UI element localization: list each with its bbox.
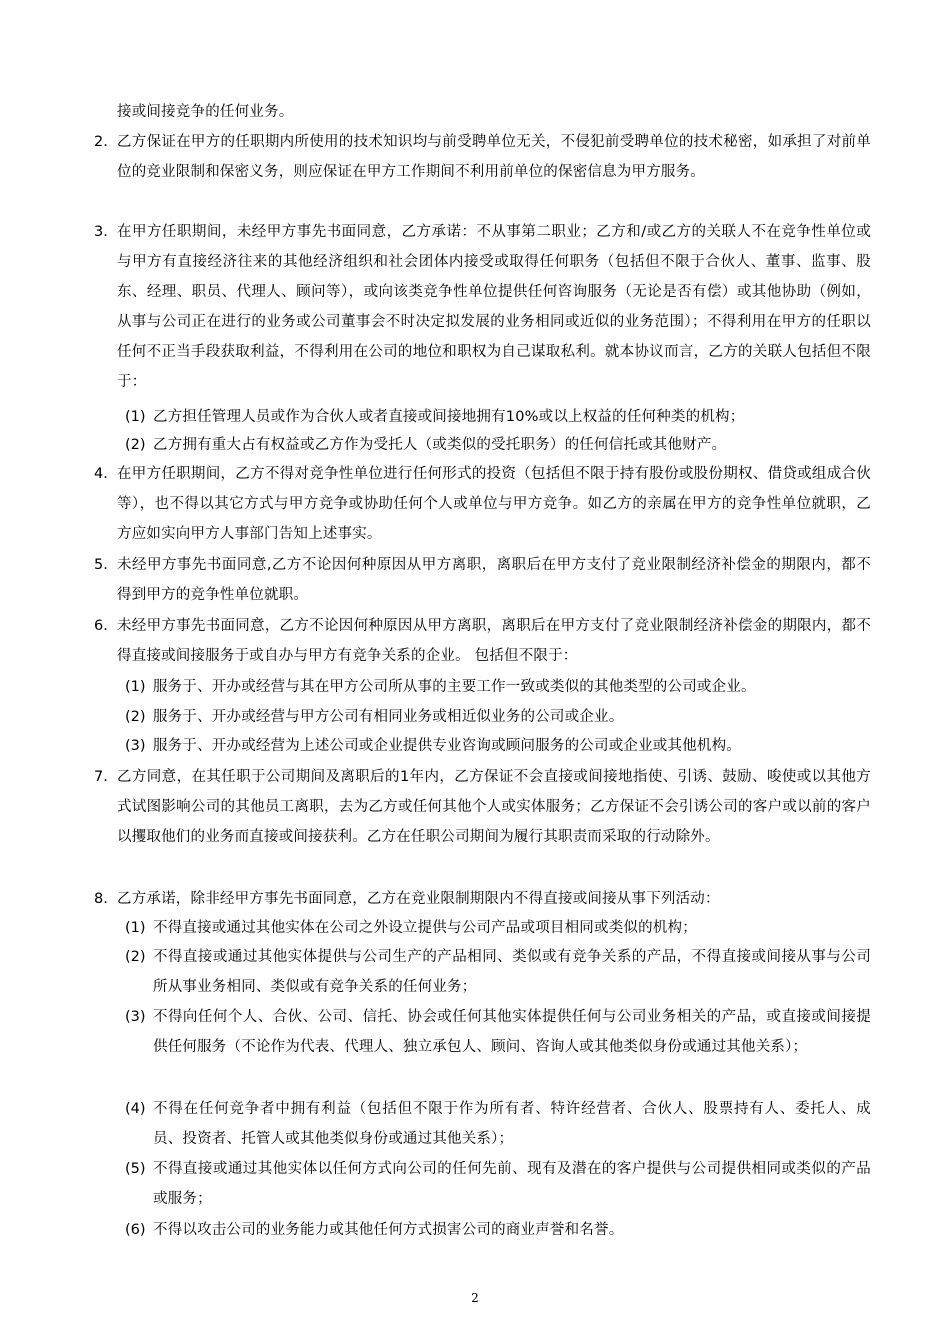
clause-text: 乙方保证在甲方的任职期内所使用的技术知识均与前受聘单位无关，不侵犯前受聘单位的技术秘密，如承担了对前单位的竞业限制和保密义务，则应保证在甲方工作期间不利用前单位的保密信息为甲方服务。 xyxy=(117,134,871,180)
item-number: (2) xyxy=(125,709,146,725)
continuation-text: 接或间接竞争的任何业务。 xyxy=(117,104,294,120)
item-text: 不得直接或通过其他实体提供与公司生产的产品相同、类似或有竞争关系的产品，不得直接或间接从事与公司所从事业务相同、类似或有竞争关系的任何业务； xyxy=(153,949,871,995)
page-number: 2 xyxy=(471,1291,479,1305)
item-text: 服务于、开办或经营与其在甲方公司所从事的主要工作一致或类似的其他类型的公司或企业。 xyxy=(153,679,756,695)
item-number: (2) xyxy=(125,949,146,965)
clause-number: 7. xyxy=(94,769,108,785)
item-text: 不得直接或通过其他实体在公司之外设立提供与公司产品或项目相同或类似的机构； xyxy=(153,920,697,936)
item-text: 服务于、开办或经营为上述公司或企业提供专业咨询或顾问服务的公司或企业或其他机构。 xyxy=(153,738,741,754)
clause-number: 3. xyxy=(94,224,108,240)
item-number: (1) xyxy=(125,920,146,936)
clause-text: 乙方同意，在其任职于公司期间及离职后的1年内，乙方保证不会直接或间接地指使、引诱、鼓励、唆使或以其他方式试图影响公司的其他员工离职，去为乙方或任何其他个人或实体服务；乙方保证不会引诱公司的客户或以前的客户以攫取他们的业务而直接或间接获利。乙方在任职公司期间为履行其职责而采取的行动除外。 xyxy=(117,769,871,845)
item-number: (1) xyxy=(125,679,146,695)
item-number: (4) xyxy=(125,1101,146,1117)
item-text: 不得以攻击公司的业务能力或其他任何方式损害公司的商业声誉和名誉。 xyxy=(153,1222,624,1238)
clause-number: 5. xyxy=(94,557,108,573)
item-text: 不得向任何个人、合伙、公司、信托、协会或任何其他实体提供任何与公司业务相关的产品，或直接或间接提供任何服务（不论作为代表、代理人、独立承包人、顾问、咨询人或其他类似身份或通过其他关系）； xyxy=(153,1009,871,1055)
clause-text: 在甲方任职期间，未经甲方事先书面同意，乙方承诺：不从事第二职业；乙方和/或乙方的关联人不在竞争性单位或与甲方有直接经济往来的其他经济组织和社会团体内接受或取得任何职务（包括但不限于合伙人、董事、监事、股东、经理、职员、代理人、顾问等），或向该类竞争性单位提供任何咨询服务（无论是否有偿）或其他协助（例如，从事与公司正在进行的业务或公司董事会不时决定拟发展的业务相同或近似的业务范围）；不得利用在甲方的任职以任何不正当手段获取利益，不得利用在公司的地位和职权为自己谋取私利。就本协议而言，乙方的关联人包括但不限于： xyxy=(117,224,871,390)
item-number: (3) xyxy=(125,738,146,754)
item-number: (3) xyxy=(125,1009,146,1025)
item-number: (1) xyxy=(125,409,146,425)
clause-number: 8. xyxy=(94,891,108,907)
item-number: (6) xyxy=(125,1222,146,1238)
item-text: 乙方拥有重大占有权益或乙方作为受托人（或类似的受托职务）的任何信托或其他财产。 xyxy=(153,437,727,453)
clause-text: 未经甲方事先书面同意，乙方不论因何种原因从甲方离职，离职后在甲方支付了竞业限制经济补偿金的期限内，都不得直接或间接服务于或自办与甲方有竞争关系的企业。 包括但不限于： xyxy=(117,618,871,664)
clause-text: 未经甲方事先书面同意,乙方不论因何种原因从甲方离职，离职后在甲方支付了竞业限制经济补偿金的期限内，都不得到甲方的竞争性单位就职。 xyxy=(117,557,871,603)
clause-number: 6. xyxy=(94,618,108,634)
item-text: 不得在任何竞争者中拥有利益（包括但不限于作为所有者、特许经营者、合伙人、股票持有人、委托人、成员、投资者、托管人或其他类似身份或通过其他关系）； xyxy=(153,1101,871,1147)
item-number: (2) xyxy=(125,437,146,453)
item-number: (5) xyxy=(125,1161,146,1177)
clause-number: 4. xyxy=(94,466,108,482)
clause-number: 2. xyxy=(94,134,108,150)
item-text: 服务于、开办或经营与甲方公司有相同业务或相近似业务的公司或企业。 xyxy=(153,709,624,725)
item-text: 乙方担任管理人员或作为合伙人或者直接或间接地拥有10%或以上权益的任何种类的机构； xyxy=(153,409,745,425)
clause-text: 在甲方任职期间，乙方不得对竞争性单位进行任何形式的投资（包括但不限于持有股份或股份期权、借贷或组成合伙等），也不得以其它方式与甲方竞争或协助任何个人或单位与甲方竞争。如乙方的亲属在甲方的竞争性单位就职，乙方应如实向甲方人事部门告知上述事实。 xyxy=(117,466,871,542)
clause-text: 乙方承诺，除非经甲方事先书面同意，乙方在竞业限制期限内不得直接或间接从事下列活动： xyxy=(117,891,720,907)
item-text: 不得直接或通过其他实体以任何方式向公司的任何先前、现有及潜在的客户提供与公司提供相同或类似的产品或服务； xyxy=(153,1161,871,1207)
